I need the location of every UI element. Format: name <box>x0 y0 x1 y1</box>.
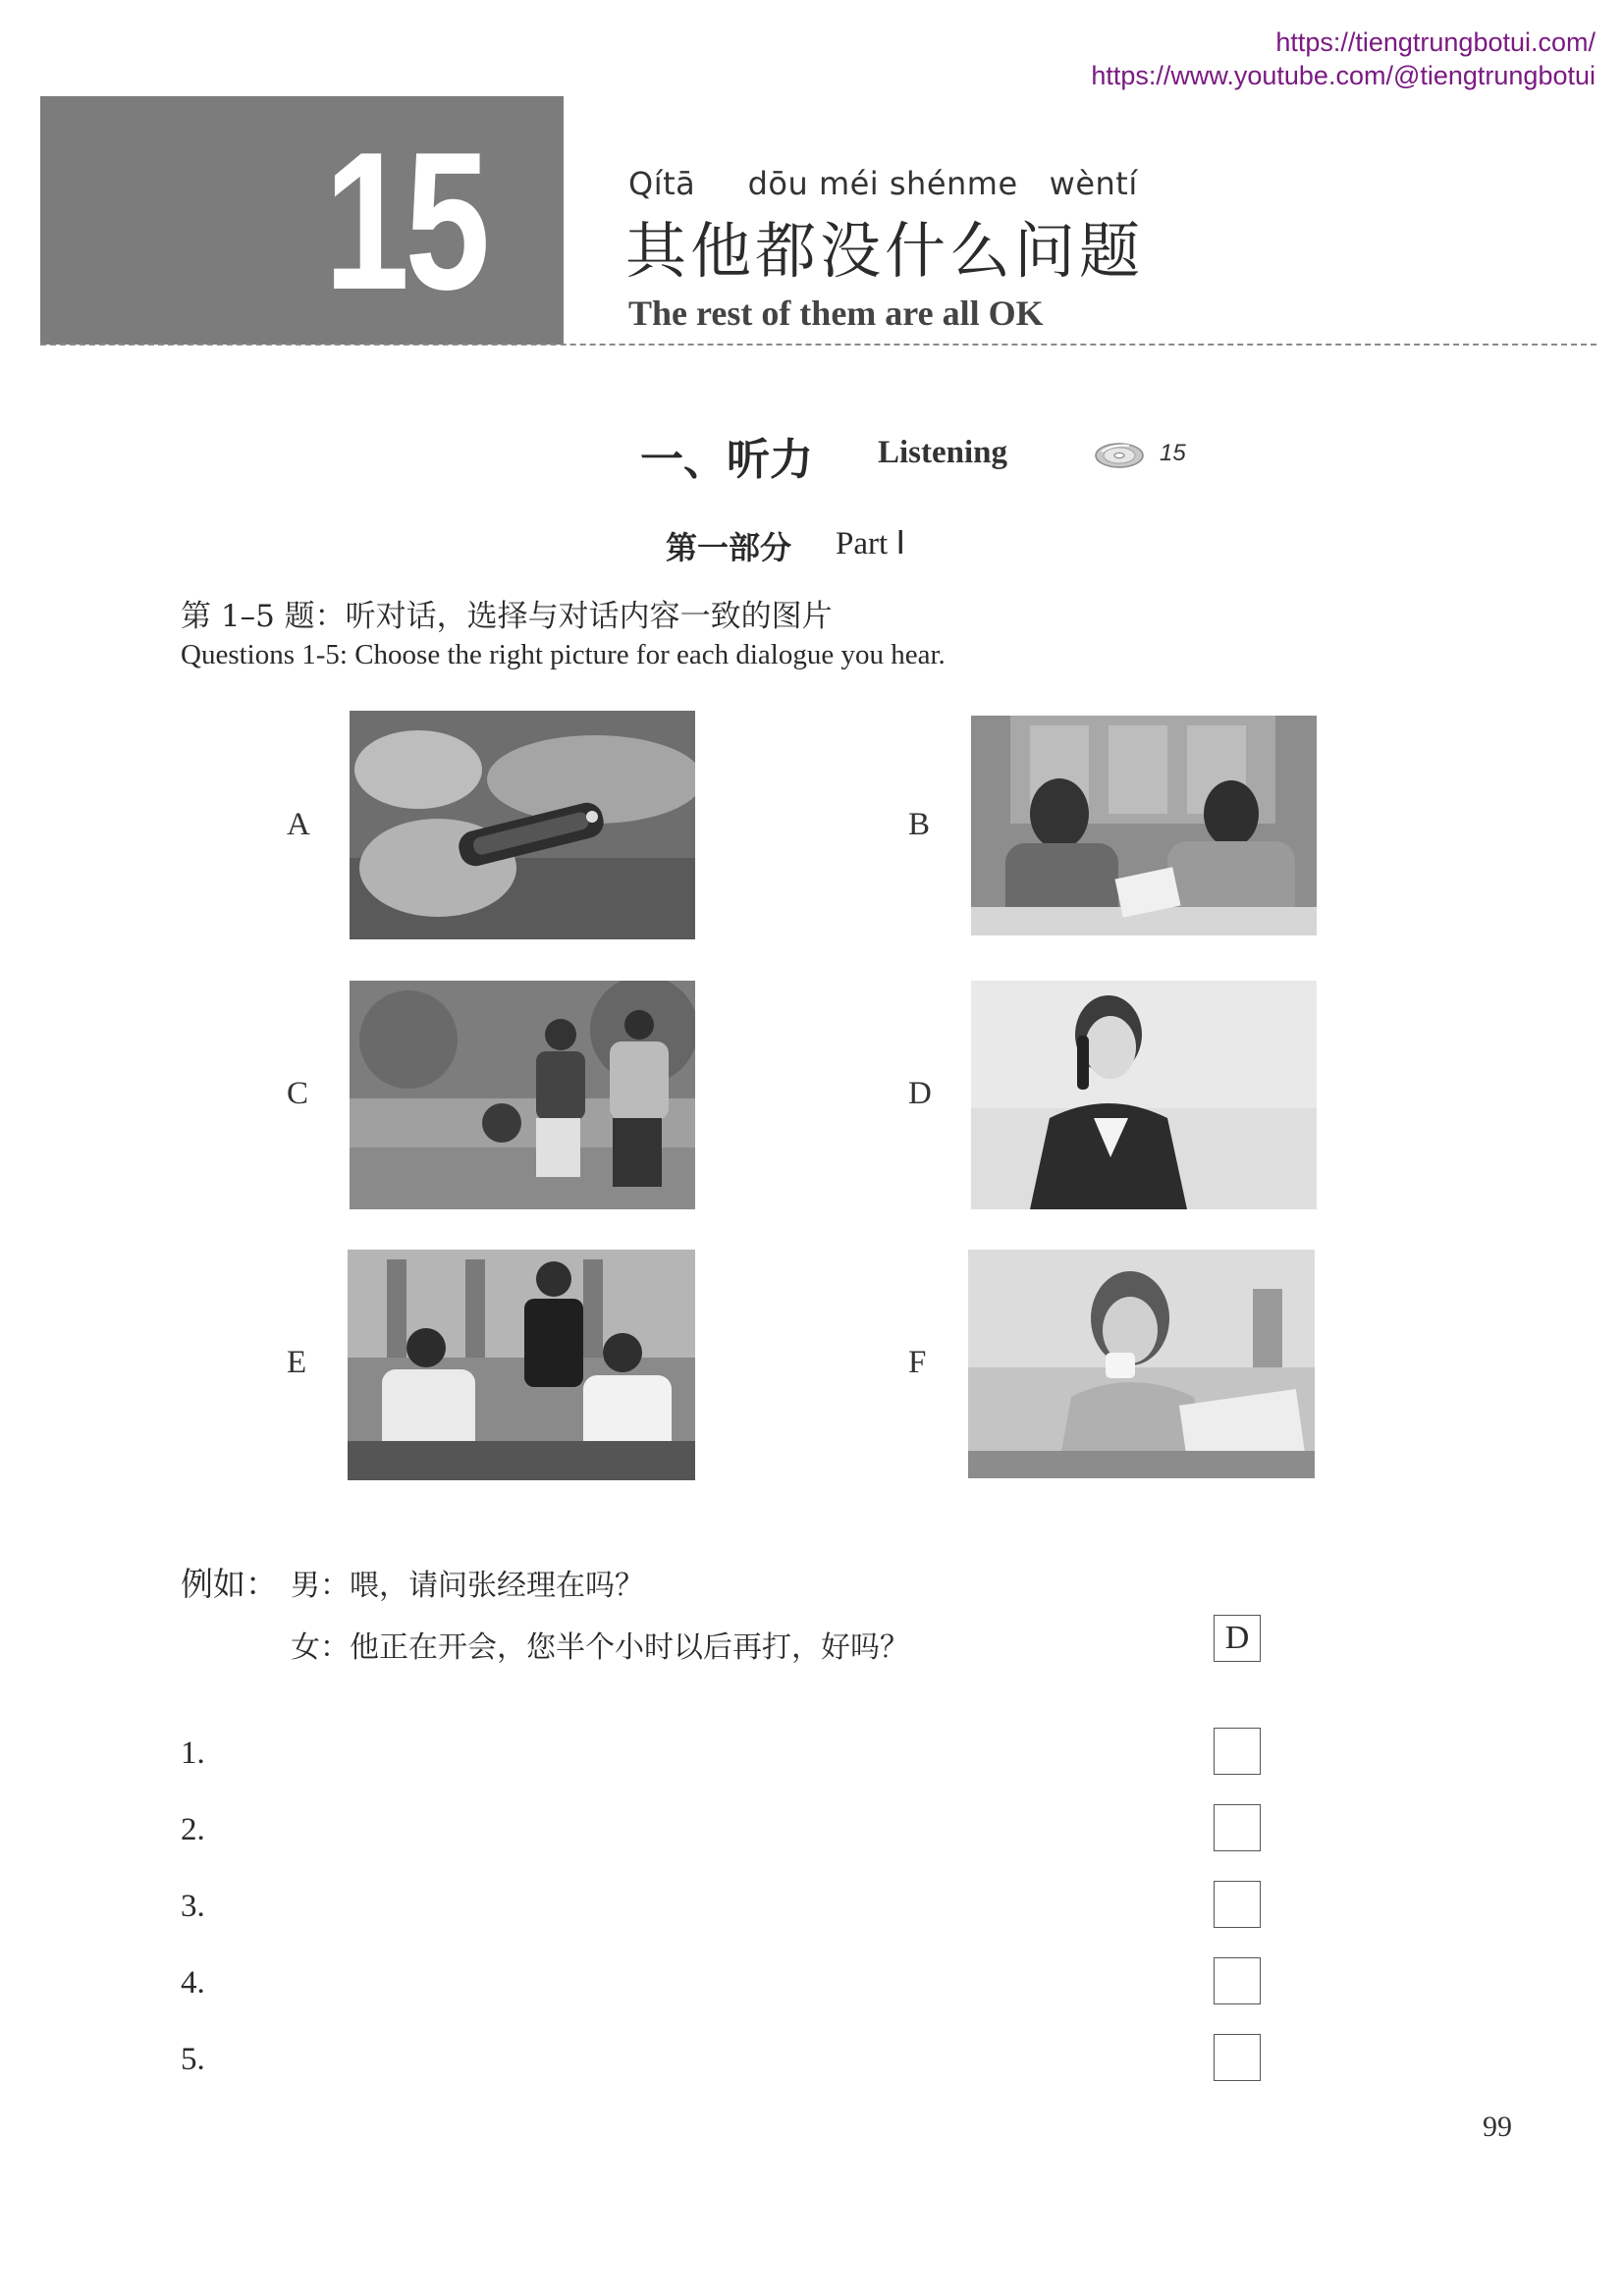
section-title-english: Listening <box>878 435 1008 470</box>
section-title-chinese: 一、听力 <box>640 435 813 485</box>
option-label-b: B <box>908 807 931 842</box>
part-title-chinese: 第一部分 <box>666 529 792 566</box>
answer-box-1[interactable] <box>1214 1728 1261 1775</box>
header-links <box>1091 26 1596 92</box>
question-number-2: 2. <box>181 1812 205 1847</box>
option-label-d: D <box>908 1076 932 1111</box>
picture-d-phone-call[interactable] <box>971 981 1317 1209</box>
picture-b-couple[interactable] <box>971 716 1317 935</box>
instructions-english: Questions 1-5: Choose the right picture for each dialogue you hear. <box>181 639 946 670</box>
picture-a-phone[interactable] <box>350 711 695 939</box>
website-link[interactable]: https://tiengtrungbotui.com/ <box>1275 27 1596 57</box>
picture-e-restaurant[interactable] <box>348 1250 695 1480</box>
lesson-title-english: The rest of them are all OK <box>628 294 1044 333</box>
example-answer-box: D <box>1214 1615 1261 1662</box>
option-label-a: A <box>287 807 310 842</box>
question-number-5: 5. <box>181 2042 205 2077</box>
answer-box-5[interactable] <box>1214 2034 1261 2081</box>
option-label-f: F <box>908 1345 927 1380</box>
option-label-e: E <box>287 1345 307 1380</box>
lesson-pinyin: Qítā dōu méi shénme wèntí <box>628 165 1138 202</box>
picture-c-basketball[interactable] <box>350 981 695 1209</box>
picture-f-coffee[interactable] <box>968 1250 1315 1478</box>
answer-box-4[interactable] <box>1214 1957 1261 2004</box>
example-label: 例如： <box>181 1565 278 1603</box>
lesson-title-chinese: 其他都没什么问题 <box>625 215 1145 287</box>
instructions-chinese: 第 1–5 题：听对话，选择与对话内容一致的图片 <box>181 599 833 634</box>
question-number-4: 4. <box>181 1965 205 2001</box>
part-title-english: Part Ⅰ <box>836 526 906 561</box>
answer-box-3[interactable] <box>1214 1881 1261 1928</box>
youtube-link[interactable]: https://www.youtube.com/@tiengtrungbotui <box>1091 61 1596 90</box>
option-label-c: C <box>287 1076 309 1111</box>
audio-track-number: 15 <box>1160 440 1186 466</box>
example-line-man: 男：喂，请问张经理在吗？ <box>291 1569 644 1603</box>
header-divider <box>40 344 1596 346</box>
example-line-woman: 女：他正在开会，您半个小时以后再打，好吗？ <box>291 1630 909 1665</box>
page-number: 99 <box>1483 2110 1512 2143</box>
answer-box-2[interactable] <box>1214 1804 1261 1851</box>
lesson-number: 15 <box>323 112 485 331</box>
lesson-banner <box>40 96 564 345</box>
question-number-3: 3. <box>181 1889 205 1924</box>
audio-cd-icon <box>1094 438 1149 473</box>
question-number-1: 1. <box>181 1735 205 1771</box>
